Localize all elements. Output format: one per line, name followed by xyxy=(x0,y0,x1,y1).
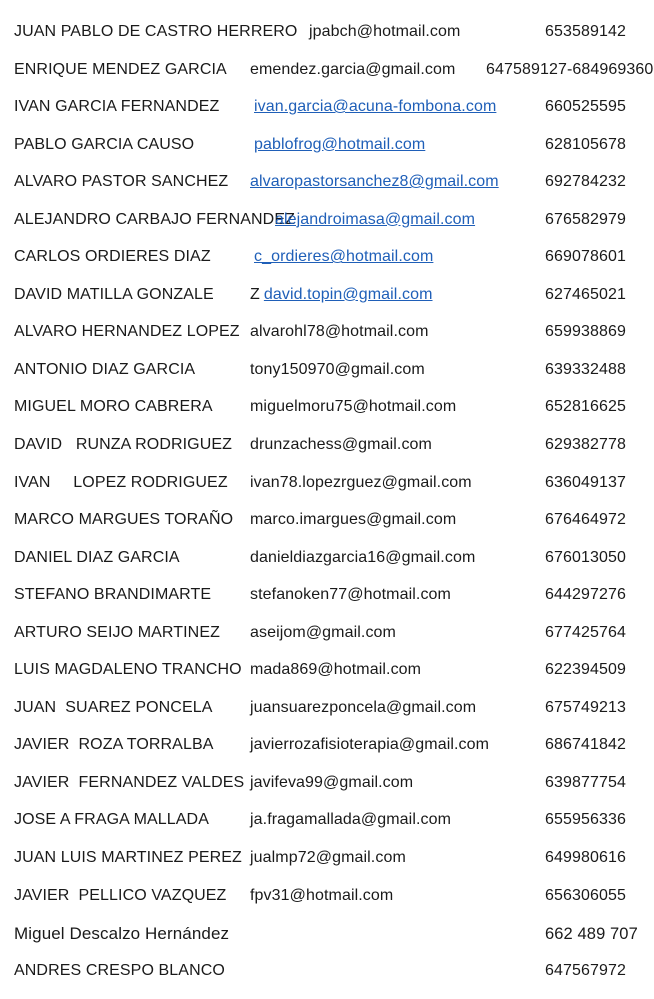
contact-name: ALEJANDRO CARBAJO FERNANDEZ xyxy=(14,210,295,228)
contact-phone: 644297276 xyxy=(545,586,626,604)
contact-email: juansuarezponcela@gmail.com xyxy=(250,698,477,716)
contact-name: JAVIER ROZA TORRALBA xyxy=(14,736,214,754)
contact-email-cell xyxy=(250,660,421,680)
contact-email-cell xyxy=(250,848,406,868)
contact-row xyxy=(0,12,654,50)
contact-name: JUAN PABLO DE CASTRO HERRERO xyxy=(14,23,298,40)
contact-name: MARCO MARGUES TORAÑO xyxy=(14,511,234,529)
contact-row xyxy=(0,312,654,350)
contact-email: mada869@hotmail.com xyxy=(250,661,422,679)
contact-email: danieldiazgarcia16@gmail.com xyxy=(250,548,476,566)
contact-email-cell xyxy=(250,510,456,530)
contact-name: ALVARO PASTOR SANCHEZ xyxy=(14,173,229,191)
contact-email-cell xyxy=(250,773,413,793)
contact-name: Miguel Descalzo Hernández xyxy=(14,924,230,944)
contact-email-cell xyxy=(250,435,432,455)
contact-phone: 675749213 xyxy=(545,698,626,716)
contact-email: javifeva99@gmail.com xyxy=(250,773,414,791)
contact-row xyxy=(0,800,654,838)
contact-phone: 636049137 xyxy=(545,473,626,491)
contact-row xyxy=(0,613,654,651)
contact-email-link[interactable]: pablofrog@hotmail.com xyxy=(254,135,426,153)
contact-row xyxy=(0,237,654,275)
contact-row xyxy=(0,125,654,163)
contact-row xyxy=(0,763,654,801)
contact-phone: 660525595 xyxy=(545,98,626,116)
contact-email: alvarohl78@hotmail.com xyxy=(250,323,429,341)
contact-row xyxy=(0,87,654,125)
contact-row xyxy=(0,876,654,914)
contact-row xyxy=(0,725,654,763)
contact-email-link[interactable]: david.topin@gmail.com xyxy=(263,285,433,303)
contact-row xyxy=(0,538,654,576)
contact-email-cell xyxy=(250,397,456,417)
contact-name: ENRIQUE MENDEZ GARCIA xyxy=(14,60,227,78)
contact-row xyxy=(0,951,654,989)
contact-email-cell xyxy=(250,585,451,605)
contact-phone: 677425764 xyxy=(545,623,626,641)
contact-row xyxy=(0,688,654,726)
contact-email: jualmp72@gmail.com xyxy=(250,849,406,867)
contact-phone: 662 489 707 xyxy=(545,925,638,944)
contact-name: IVAN LOPEZ RODRIGUEZ xyxy=(14,473,228,491)
contact-list xyxy=(0,12,654,988)
contact-email-link[interactable]: alvaropastorsanchez8@gmail.com xyxy=(250,173,499,191)
email-prefix-text: Z xyxy=(250,285,260,303)
contact-phone: 686741842 xyxy=(545,736,626,754)
contact-email-cell xyxy=(250,322,429,342)
contact-name: ALVARO HERNANDEZ LOPEZ xyxy=(14,323,240,341)
contact-email: aseijom@gmail.com xyxy=(250,623,396,641)
contact-name: JUAN LUIS MARTINEZ PEREZ xyxy=(14,849,242,867)
contact-name: MIGUEL MORO CABRERA xyxy=(14,398,213,416)
contact-email-cell xyxy=(250,360,425,380)
contact-email-cell xyxy=(250,735,489,755)
contact-phone: 655956336 xyxy=(545,811,626,829)
contact-phone: 676013050 xyxy=(545,548,626,566)
contact-email-cell xyxy=(275,210,475,230)
contact-phone: 653589142 xyxy=(545,23,626,40)
contact-phone: 639877754 xyxy=(545,773,626,791)
contact-email-cell xyxy=(254,97,496,117)
contact-row xyxy=(0,463,654,501)
contact-email-cell xyxy=(250,548,475,568)
contact-email-cell xyxy=(250,172,499,192)
contact-email-link[interactable]: alejandroimasa@gmail.com xyxy=(275,210,476,228)
contact-name: ANDRES CRESPO BLANCO xyxy=(14,961,225,979)
contact-email-cell xyxy=(250,623,396,643)
contact-name: JAVIER PELLICO VAZQUEZ xyxy=(14,886,227,904)
contact-row xyxy=(0,162,654,200)
contact-email-link[interactable]: c_ordieres@hotmail.com xyxy=(254,248,434,266)
contact-phone: 676582979 xyxy=(545,210,626,228)
contact-email: emendez.garcia@gmail.com xyxy=(250,60,456,78)
contact-email: stefanoken77@hotmail.com xyxy=(250,586,451,604)
contact-row xyxy=(0,500,654,538)
contact-phone: 639332488 xyxy=(545,360,626,378)
contact-email-cell xyxy=(309,22,460,42)
contact-name: CARLOS ORDIERES DIAZ xyxy=(14,248,211,266)
contact-phone: 622394509 xyxy=(545,661,626,679)
contact-email-cell xyxy=(250,60,455,80)
contact-phone: 652816625 xyxy=(545,398,626,416)
contact-row xyxy=(0,387,654,425)
contact-phone: 647589127-684969360 xyxy=(486,60,654,78)
contact-email: ivan78.lopezrguez@gmail.com xyxy=(250,473,472,491)
contact-email: tony150970@gmail.com xyxy=(250,360,425,378)
contact-name: DAVID MATILLA GONZALE xyxy=(14,285,214,303)
contact-email-cell xyxy=(250,810,451,830)
contact-phone: 628105678 xyxy=(545,135,626,153)
contact-email: fpv31@hotmail.com xyxy=(250,886,394,904)
contact-email-cell xyxy=(250,698,476,718)
contact-phone: 629382778 xyxy=(545,436,626,454)
contact-email-cell xyxy=(250,285,433,305)
contact-row xyxy=(0,50,654,88)
contact-email-cell xyxy=(254,247,433,267)
contact-row xyxy=(0,575,654,613)
contact-email-cell xyxy=(250,473,472,493)
contact-email: javierrozafisioterapia@gmail.com xyxy=(250,736,490,754)
contact-phone: 669078601 xyxy=(545,248,626,266)
contact-phone: 656306055 xyxy=(545,886,626,904)
contact-name: DAVID RUNZA RODRIGUEZ xyxy=(14,436,233,454)
contact-email: jpabch@hotmail.com xyxy=(309,23,461,40)
contact-row xyxy=(0,275,654,313)
contact-name: PABLO GARCIA CAUSO xyxy=(14,135,195,153)
contact-name: LUIS MAGDALENO TRANCHO xyxy=(14,661,242,679)
contact-phone: 676464972 xyxy=(545,511,626,529)
contact-email-link[interactable]: ivan.garcia@acuna-fombona.com xyxy=(254,98,497,116)
contact-email: miguelmoru75@hotmail.com xyxy=(250,398,457,416)
contact-email: ja.fragamallada@gmail.com xyxy=(250,811,452,829)
contact-phone: 647567972 xyxy=(545,961,626,979)
contact-name: ANTONIO DIAZ GARCIA xyxy=(14,360,196,378)
contact-name: JOSE A FRAGA MALLADA xyxy=(14,811,209,829)
contact-name: JAVIER FERNANDEZ VALDES xyxy=(14,773,245,791)
contact-name: STEFANO BRANDIMARTE xyxy=(14,586,212,604)
contact-phone: 649980616 xyxy=(545,849,626,867)
contact-name: IVAN GARCIA FERNANDEZ xyxy=(14,98,220,116)
contact-name: ARTURO SEIJO MARTINEZ xyxy=(14,623,220,641)
contact-name: DANIEL DIAZ GARCIA xyxy=(14,548,180,566)
contact-row xyxy=(0,650,654,688)
contact-row xyxy=(0,913,654,951)
contact-name: JUAN SUAREZ PONCELA xyxy=(14,698,213,716)
contact-phone: 659938869 xyxy=(545,323,626,341)
contact-phone: 627465021 xyxy=(545,285,626,303)
contact-email: drunzachess@gmail.com xyxy=(250,436,432,454)
contact-row xyxy=(0,838,654,876)
contact-email-cell xyxy=(254,135,425,155)
contact-row xyxy=(0,425,654,463)
contact-email-cell xyxy=(250,886,393,906)
contact-email: marco.imargues@gmail.com xyxy=(250,511,457,529)
contact-phone: 692784232 xyxy=(545,173,626,191)
contact-row xyxy=(0,350,654,388)
contact-row xyxy=(0,200,654,238)
